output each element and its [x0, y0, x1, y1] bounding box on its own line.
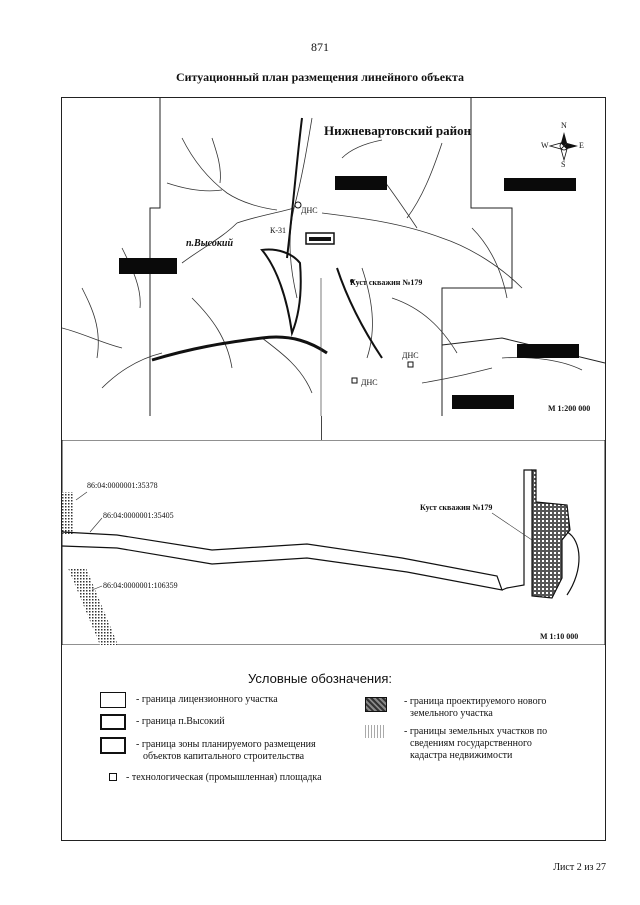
license-boundary-west — [150, 98, 160, 416]
legend-text: - технологическая (промышленная) площадка — [126, 772, 322, 783]
compass-s: S — [561, 160, 566, 169]
sheet-number: Лист 2 из 27 — [553, 862, 606, 873]
compass-w: W — [541, 141, 549, 150]
legend-swatch-planned-zone — [100, 737, 126, 754]
legend-text: кадастра недвижимости — [410, 750, 513, 761]
road-network — [62, 118, 582, 393]
page-title: Ситуационный план размещения линейного объекта — [175, 70, 465, 84]
station-label: ДНС — [301, 206, 318, 215]
station-label: ДНС — [361, 378, 378, 387]
parcel-label: 86:04:0000001:106359 — [103, 581, 178, 590]
parcel-strip — [68, 568, 118, 645]
map-gap — [62, 416, 605, 440]
legend-text: объектов капитального строительства — [143, 751, 305, 762]
parcel-hatch — [62, 492, 74, 534]
legend-text: - граница проектируемого нового — [404, 696, 547, 707]
well-pad-plot — [532, 470, 570, 598]
legend-swatch-village — [100, 714, 126, 730]
legend-text: - границы земельных участков по — [404, 726, 548, 737]
detail-map — [62, 440, 605, 645]
legend-text: земельного участка — [410, 708, 493, 719]
legend-text: - граница п.Высокий — [136, 716, 225, 727]
redaction-block — [504, 178, 576, 191]
scale-label: М 1:200 000 — [548, 404, 591, 413]
redaction-block — [335, 176, 387, 190]
station-label: ДНС — [402, 351, 419, 360]
parcel-label: 86:04:0000001:35378 — [87, 481, 158, 490]
compass-e: E — [579, 141, 584, 150]
parcel-label: 86:04:0000001:35405 — [103, 511, 174, 520]
district-label: Нижневартовский район — [324, 123, 472, 138]
legend-text: сведениям государственного — [410, 738, 532, 749]
scale-label: М 1:10 000 — [540, 632, 579, 641]
village-label: п.Высокий — [186, 238, 234, 249]
legend-text: - граница лицензионного участка — [136, 694, 278, 705]
page-number: 871 — [311, 40, 329, 54]
legend-swatch-license — [100, 692, 126, 708]
well-pad-label: Куст скважин №179 — [350, 278, 423, 287]
redaction-block — [452, 395, 514, 409]
compass-n: N — [561, 121, 567, 130]
legend-text: - граница зоны планируемого размещения — [136, 739, 316, 750]
main-road — [152, 337, 327, 360]
legend-title: Условные обозначения: — [247, 671, 393, 686]
road-label: К-31 — [270, 226, 286, 235]
overview-map — [62, 98, 605, 416]
well-pad-label: Куст скважин №179 — [420, 503, 493, 512]
compass-rose-icon — [550, 132, 578, 160]
redaction-block — [119, 258, 177, 274]
legend-swatch-cadastral — [365, 725, 385, 738]
redaction-block — [517, 344, 579, 358]
license-boundary-east — [442, 98, 512, 416]
vysokiy-boundary — [262, 250, 301, 333]
legend-swatch-new-plot — [365, 697, 387, 712]
legend-swatch-industrial-site — [109, 773, 117, 781]
